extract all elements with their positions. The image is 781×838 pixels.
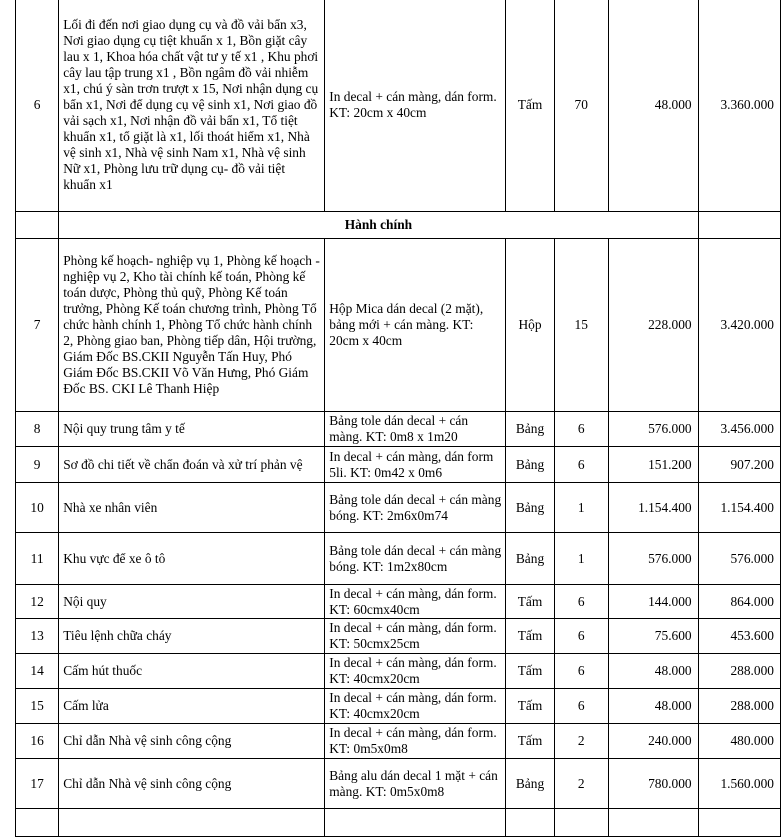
cell-so-luong: 6: [554, 585, 608, 619]
table-row: [16, 483, 781, 533]
cell-quy-cach: Bảng alu dán decal 1 mặt + cán màng. KT: 0m5x0m8: [325, 759, 506, 809]
cell-quy-cach: In decal + cán màng, dán form. KT: 20cm x 40cm: [325, 0, 506, 212]
cell-noi-dung: Cấm lửa: [59, 689, 325, 724]
cell-empty: [506, 809, 555, 837]
cell-dvt: Tấm: [506, 619, 555, 654]
table-row: [16, 619, 781, 654]
cell-don-gia: 144.000: [608, 585, 698, 619]
cell-thanh-tien: 3.456.000: [698, 412, 780, 447]
price-table: [15, 0, 781, 837]
cell-stt: 11: [16, 533, 59, 585]
cell-noi-dung: Khu vực để xe ô tô: [59, 533, 325, 585]
cell-noi-dung: Nhà xe nhân viên: [59, 483, 325, 533]
cell-thanh-tien: 453.600: [698, 619, 780, 654]
cell-dvt: Tấm: [506, 724, 555, 759]
cell-so-luong: 6: [554, 447, 608, 483]
cell-thanh-tien: 3.360.000: [698, 0, 780, 212]
cell-thanh-tien: 288.000: [698, 654, 780, 689]
table-row: [16, 412, 781, 447]
cell-noi-dung: Nội quy trung tâm y tế: [59, 412, 325, 447]
cell-don-gia: 151.200: [608, 447, 698, 483]
cell-so-luong: 70: [554, 0, 608, 212]
cell-quy-cach: In decal + cán màng, dán form 5li. KT: 0m42 x 0m6: [325, 447, 506, 483]
cell-thanh-tien: 864.000: [698, 585, 780, 619]
cell-so-luong: 1: [554, 533, 608, 585]
cell-so-luong: 6: [554, 412, 608, 447]
cell-dvt: Tấm: [506, 585, 555, 619]
table-row-empty: [16, 809, 781, 837]
cell-noi-dung: Chỉ dẫn Nhà vệ sinh công cộng: [59, 759, 325, 809]
cell-noi-dung: Lối đi đến nơi giao dụng cụ và đồ vải bẩn x3, Nơi giao dụng cụ tiệt khuẩn x 1, Bồn giặt cây lau x 1, Khoa hóa chất vật tư y tế x1 , Khu phơi cây lau tập trung x1 , Bồn ngâm đồ vải nhiễm x1, chú ý sàn trơn trượt x 15, Nơi nhận dụng cụ bẩn x1, Nơi để dụng cụ vệ sinh x1, Nơi giao đồ vải sạch x1, Nơi nhận đồ vải bẩn x1, Tổ tiệt khuẩn x1, tổ giặt là x1, lối thoát hiểm x1, Nhà vệ sinh x1, Nhà vệ sinh Nam x1, Nhà vệ sinh Nữ x1, Phòng lưu trữ dụng cụ- đồ vải tiệt khuẩn x1: [59, 0, 325, 212]
cell-quy-cach: Hộp Mica dán decal (2 mặt), bảng mới + cán màng. KT: 20cm x 40cm: [325, 239, 506, 412]
cell-stt: 12: [16, 585, 59, 619]
cell-empty: [698, 212, 780, 239]
table-row: [16, 239, 781, 412]
cell-empty: [16, 212, 59, 239]
table-row: [16, 759, 781, 809]
cell-thanh-tien: 1.154.400: [698, 483, 780, 533]
section-title: Hành chính: [59, 212, 698, 239]
cell-quy-cach: In decal + cán màng, dán form. KT: 60cmx40cm: [325, 585, 506, 619]
cell-don-gia: 48.000: [608, 0, 698, 212]
cell-quy-cach: In decal + cán màng, dán form. KT: 40cmx20cm: [325, 654, 506, 689]
cell-don-gia: 780.000: [608, 759, 698, 809]
table-row: [16, 447, 781, 483]
cell-noi-dung: Chỉ dẫn Nhà vệ sinh công cộng: [59, 724, 325, 759]
cell-dvt: Bảng: [506, 447, 555, 483]
cell-stt: 6: [16, 0, 59, 212]
cell-quy-cach: Bảng tole dán decal + cán màng bóng. KT: 2m6x0m74: [325, 483, 506, 533]
cell-dvt: Hộp: [506, 239, 555, 412]
cell-noi-dung: Tiêu lệnh chữa cháy: [59, 619, 325, 654]
table-row: [16, 0, 781, 212]
cell-noi-dung: Phòng kế hoạch- nghiệp vụ 1, Phòng kế hoạch - nghiệp vụ 2, Kho tài chính kế toán, Phòng kế toán dược, Phòng thủ quỹ, Phòng Kế toán trưởng, Phòng Kế toán chương trình, Phòng Tổ chức hành chính 1, Phòng Tổ chức hành chính 2, Phòng giao ban, Phòng tiếp dân, Hội trường, Giám Đốc BS.CKII Nguyễn Tấn Huy, Phó Giám Đốc BS.CKII Võ Văn Hưng, Phó Giám Đốc BS. CKI Lê Thanh Hiệp: [59, 239, 325, 412]
cell-don-gia: 240.000: [608, 724, 698, 759]
cell-dvt: Bảng: [506, 533, 555, 585]
cell-so-luong: 2: [554, 759, 608, 809]
cell-so-luong: 6: [554, 689, 608, 724]
cell-don-gia: 48.000: [608, 689, 698, 724]
table-row: [16, 654, 781, 689]
cell-empty: [698, 809, 780, 837]
cell-empty: [325, 809, 506, 837]
section-row: [16, 212, 781, 239]
cell-stt: 10: [16, 483, 59, 533]
cell-dvt: Tấm: [506, 654, 555, 689]
cell-quy-cach: Bảng tole dán decal + cán màng bóng. KT: 1m2x80cm: [325, 533, 506, 585]
cell-empty: [59, 809, 325, 837]
cell-don-gia: 75.600: [608, 619, 698, 654]
table-row: [16, 533, 781, 585]
cell-thanh-tien: 288.000: [698, 689, 780, 724]
cell-noi-dung: Nội quy: [59, 585, 325, 619]
cell-don-gia: 228.000: [608, 239, 698, 412]
cell-thanh-tien: 907.200: [698, 447, 780, 483]
cell-stt: 8: [16, 412, 59, 447]
table-row: [16, 724, 781, 759]
cell-dvt: Tấm: [506, 689, 555, 724]
cell-quy-cach: In decal + cán màng, dán form. KT: 40cmx20cm: [325, 689, 506, 724]
cell-stt: 13: [16, 619, 59, 654]
cell-quy-cach: Bảng tole dán decal + cán màng. KT: 0m8 x 1m20: [325, 412, 506, 447]
cell-noi-dung: Sơ đồ chi tiết về chẩn đoán và xử trí phản vệ: [59, 447, 325, 483]
cell-so-luong: 2: [554, 724, 608, 759]
cell-so-luong: 6: [554, 654, 608, 689]
cell-stt: 16: [16, 724, 59, 759]
cell-stt: 15: [16, 689, 59, 724]
cell-thanh-tien: 1.560.000: [698, 759, 780, 809]
cell-quy-cach: In decal + cán màng, dán form. KT: 50cmx25cm: [325, 619, 506, 654]
cell-thanh-tien: 576.000: [698, 533, 780, 585]
cell-empty: [608, 809, 698, 837]
cell-don-gia: 576.000: [608, 533, 698, 585]
cell-empty: [16, 809, 59, 837]
cell-noi-dung: Cấm hút thuốc: [59, 654, 325, 689]
cell-don-gia: 576.000: [608, 412, 698, 447]
cell-thanh-tien: 3.420.000: [698, 239, 780, 412]
cell-quy-cach: In decal + cán màng, dán form. KT: 0m5x0m8: [325, 724, 506, 759]
cell-empty: [554, 809, 608, 837]
cell-dvt: Tấm: [506, 0, 555, 212]
cell-don-gia: 1.154.400: [608, 483, 698, 533]
cell-thanh-tien: 480.000: [698, 724, 780, 759]
cell-so-luong: 6: [554, 619, 608, 654]
table-row: [16, 585, 781, 619]
cell-don-gia: 48.000: [608, 654, 698, 689]
cell-so-luong: 1: [554, 483, 608, 533]
cell-dvt: Bảng: [506, 412, 555, 447]
cell-dvt: Bảng: [506, 759, 555, 809]
cell-stt: 7: [16, 239, 59, 412]
cell-dvt: Bảng: [506, 483, 555, 533]
table-row: [16, 689, 781, 724]
cell-stt: 14: [16, 654, 59, 689]
cell-stt: 9: [16, 447, 59, 483]
cell-stt: 17: [16, 759, 59, 809]
cell-so-luong: 15: [554, 239, 608, 412]
